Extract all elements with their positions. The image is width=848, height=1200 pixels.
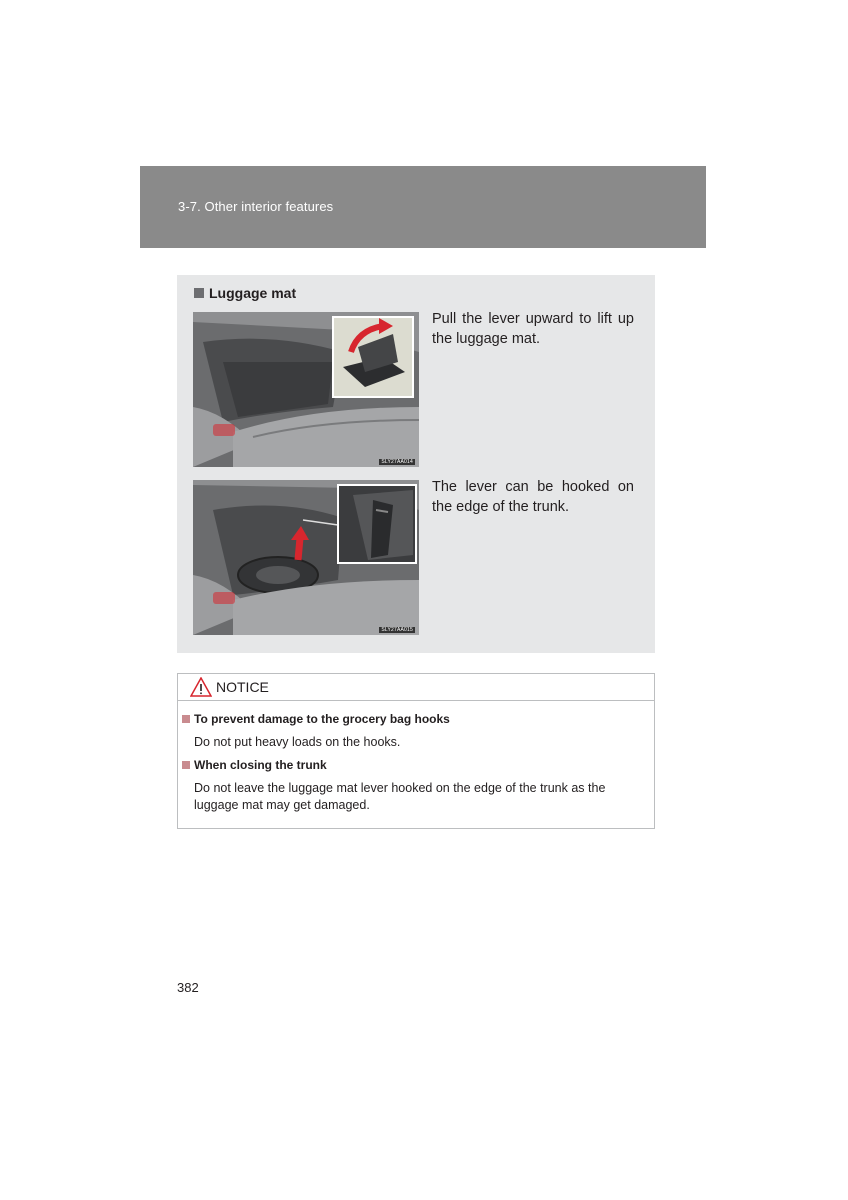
step-text: Pull the lever upward to lift up the luggage mat. (432, 311, 634, 347)
figure-lift-mat (193, 312, 419, 467)
notice-item-body: Do not put heavy loads on the hooks. (194, 735, 401, 749)
section-label: 3-7. Other interior features (178, 199, 334, 214)
figure-code: SLY27AA014 (381, 459, 413, 465)
subhead (194, 285, 296, 301)
warning-triangle-icon (190, 677, 212, 697)
square-bullet-icon (194, 288, 204, 298)
notice-item-heading: When closing the trunk (182, 758, 327, 772)
trunk-lift-illustration (193, 312, 419, 467)
notice-title: NOTICE (216, 679, 269, 695)
figure-code: SLY27AA015 (381, 627, 413, 633)
step-text: The lever can be hooked on the edge of the trunk. (432, 479, 634, 515)
section-header (140, 166, 706, 248)
page-number: 382 (177, 980, 199, 995)
figure-hook-lever (193, 480, 419, 635)
notice-box (177, 673, 655, 829)
notice-item-body: Do not leave the luggage mat lever hooked on the edge of the trunk as the luggage mat may get damaged. (194, 781, 606, 812)
notice-header (178, 674, 654, 701)
square-bullet-icon (182, 761, 190, 769)
notice-item-heading: To prevent damage to the grocery bag hooks (182, 712, 450, 726)
subhead-title: Luggage mat (209, 285, 297, 301)
trunk-hook-illustration (193, 480, 419, 635)
square-bullet-icon (182, 715, 190, 723)
luggage-mat-panel (177, 275, 655, 653)
